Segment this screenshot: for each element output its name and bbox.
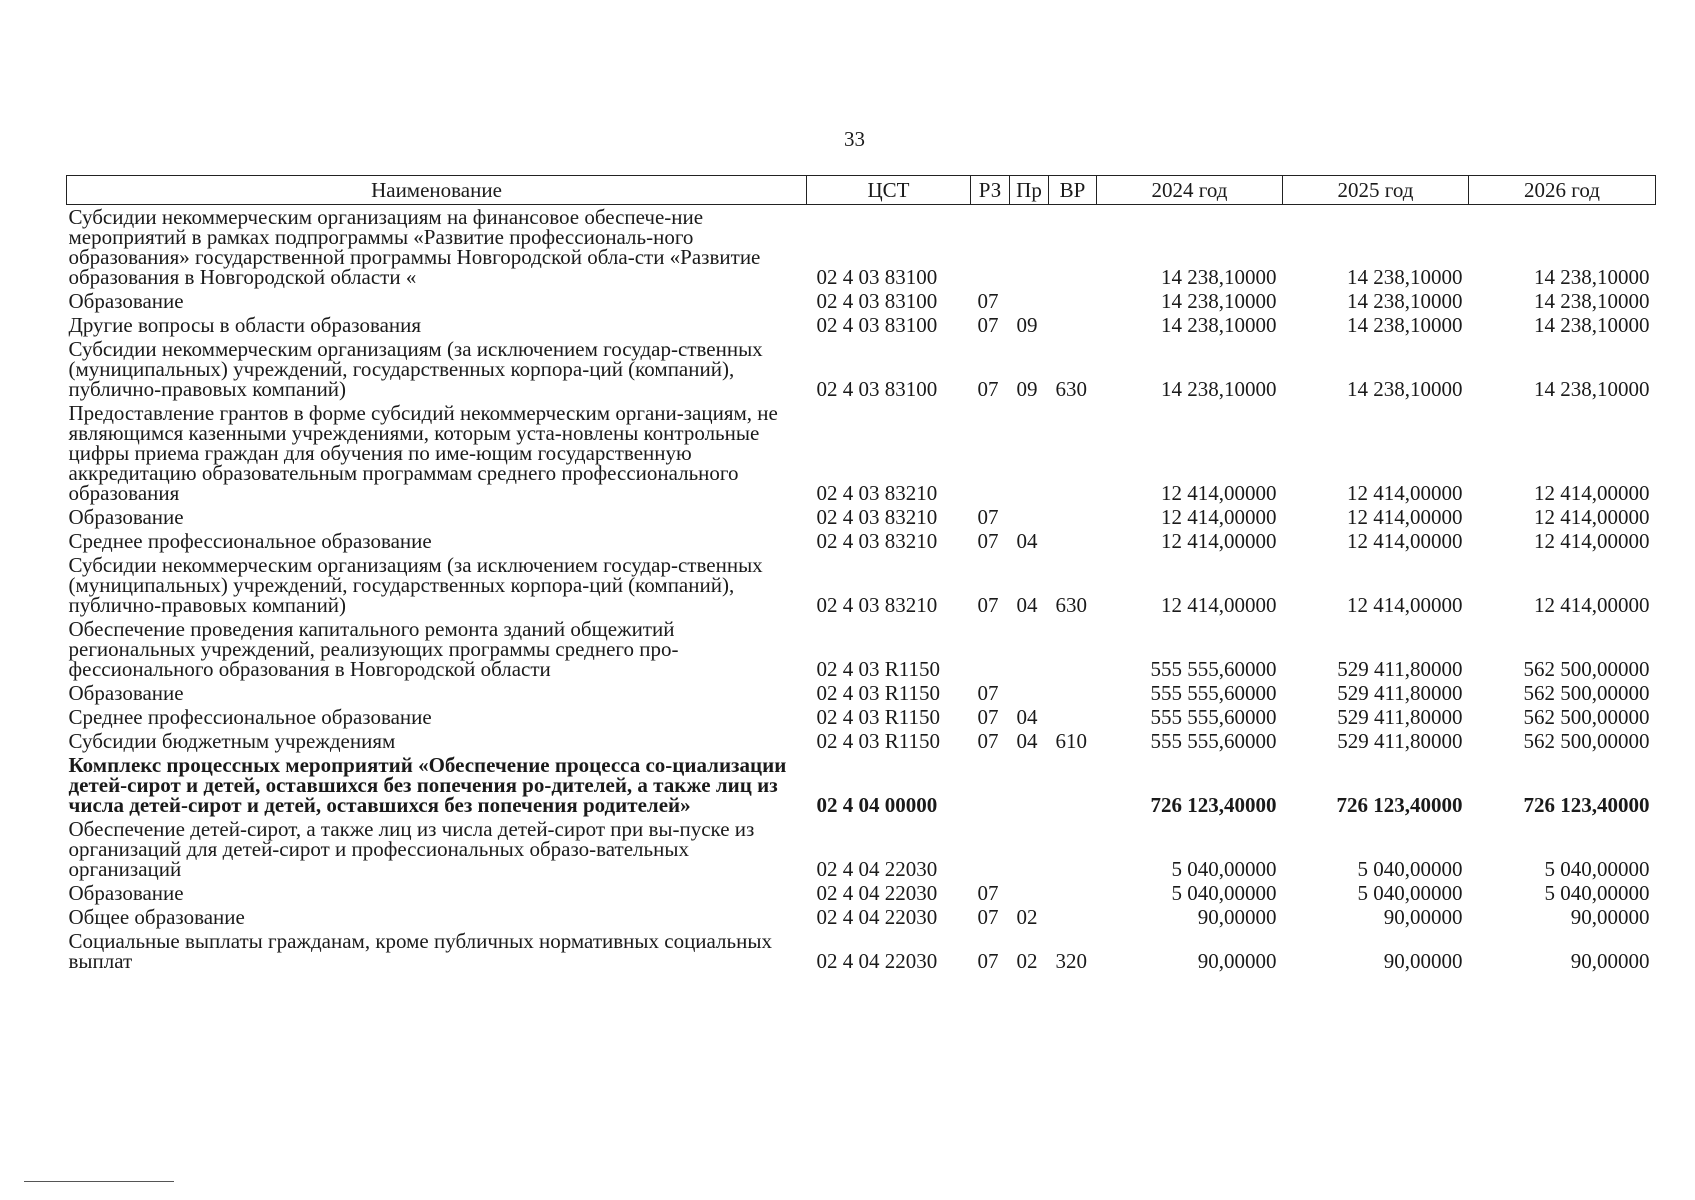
header-2024: 2024 год (1097, 176, 1283, 205)
cell-2026: 562 500,00000 (1523, 705, 1650, 729)
header-vr: ВР (1049, 176, 1097, 205)
cell-pr: 09 (1016, 377, 1038, 401)
cell-rz: 07 (977, 313, 999, 337)
cell-pr (1010, 817, 1049, 881)
cell-vr: 610 (1055, 729, 1087, 753)
cell-2026: 562 500,00000 (1523, 657, 1650, 681)
cell-2026: 12 414,00000 (1534, 505, 1650, 529)
cell-2024: 14 238,10000 (1161, 265, 1277, 289)
table-row (67, 401, 1656, 505)
cell-cst: 02 4 04 22030 (816, 949, 938, 973)
cell-2024: 555 555,60000 (1150, 657, 1277, 681)
cell-2024: 90,00000 (1197, 949, 1277, 973)
table-row (67, 505, 1656, 529)
cell-2026: 5 040,00000 (1544, 857, 1650, 881)
cell-2024: 14 238,10000 (1161, 313, 1277, 337)
cell-pr: 04 (1016, 529, 1038, 553)
cell-2025: 90,00000 (1383, 949, 1463, 973)
cell-2025: 529 411,80000 (1337, 657, 1463, 681)
cell-name: Обеспечение проведения капитального ремонта зданий общежитий региональных учреждений, реализующих программы среднего про-фессионального образования в Новгородской области (68, 617, 679, 681)
cell-vr (1049, 289, 1097, 313)
cell-2026: 562 500,00000 (1523, 681, 1650, 705)
cell-pr (1010, 753, 1049, 817)
cell-vr (1049, 505, 1097, 529)
table-row (67, 705, 1656, 729)
cell-vr (1049, 401, 1097, 505)
cell-2026: 14 238,10000 (1534, 313, 1650, 337)
cell-cst: 02 4 03 R1150 (816, 705, 940, 729)
table-row (67, 337, 1656, 401)
cell-pr (1010, 681, 1049, 705)
cell-cst: 02 4 04 22030 (816, 905, 938, 929)
header-rz: РЗ (971, 176, 1010, 205)
cell-2025: 14 238,10000 (1347, 289, 1463, 313)
cell-2025: 529 411,80000 (1337, 705, 1463, 729)
cell-2026: 14 238,10000 (1534, 289, 1650, 313)
cell-2026: 12 414,00000 (1534, 481, 1650, 505)
table-row (67, 205, 1656, 290)
cell-rz: 07 (977, 505, 999, 529)
footer-rule (24, 1181, 174, 1182)
header-name: Наименование (67, 176, 807, 205)
cell-pr: 02 (1016, 905, 1038, 929)
cell-rz: 07 (977, 289, 999, 313)
cell-cst: 02 4 03 83210 (816, 505, 938, 529)
cell-rz (971, 617, 1010, 681)
cell-rz: 07 (977, 593, 999, 617)
cell-pr: 02 (1016, 949, 1038, 973)
table-header-row (67, 176, 1656, 205)
cell-2026: 726 123,40000 (1523, 793, 1650, 817)
cell-rz (971, 205, 1010, 290)
cell-name: Обеспечение детей-сирот, а также лиц из числа детей-сирот при вы-пуске из организаций для детей-сирот и профессиональных образо-вательных организаций (68, 817, 755, 881)
cell-cst: 02 4 04 22030 (816, 857, 938, 881)
cell-name: Среднее профессиональное образование (68, 529, 432, 553)
table-row (67, 929, 1656, 973)
cell-pr (1010, 881, 1049, 905)
cell-pr (1010, 617, 1049, 681)
cell-pr (1010, 289, 1049, 313)
cell-2026: 90,00000 (1570, 905, 1650, 929)
cell-2025: 5 040,00000 (1357, 881, 1463, 905)
cell-2024: 555 555,60000 (1150, 681, 1277, 705)
cell-rz: 07 (977, 949, 999, 973)
table-row (67, 529, 1656, 553)
cell-2026: 562 500,00000 (1523, 729, 1650, 753)
cell-pr: 09 (1016, 313, 1038, 337)
cell-2026: 5 040,00000 (1544, 881, 1650, 905)
cell-pr: 04 (1016, 593, 1038, 617)
cell-2024: 555 555,60000 (1150, 705, 1277, 729)
table-row (67, 729, 1656, 753)
cell-vr (1049, 529, 1097, 553)
cell-2026: 12 414,00000 (1534, 529, 1650, 553)
cell-2025: 12 414,00000 (1347, 593, 1463, 617)
cell-cst: 02 4 03 83100 (816, 289, 938, 313)
cell-2025: 529 411,80000 (1337, 681, 1463, 705)
table-row (67, 753, 1656, 817)
cell-cst: 02 4 03 83210 (816, 529, 938, 553)
cell-2025: 12 414,00000 (1347, 505, 1463, 529)
cell-name: Субсидии некоммерческим организациям (за исключением государ-ственных (муниципальных) учреждений, государственных корпора-ций (компаний), публично-правовых компаний) (68, 553, 763, 617)
cell-2026: 12 414,00000 (1534, 593, 1650, 617)
cell-name: Образование (68, 289, 184, 313)
cell-2026: 14 238,10000 (1534, 377, 1650, 401)
cell-2024: 12 414,00000 (1161, 505, 1277, 529)
table-row (67, 617, 1656, 681)
cell-vr (1049, 905, 1097, 929)
cell-2026: 14 238,10000 (1534, 265, 1650, 289)
cell-2024: 90,00000 (1197, 905, 1277, 929)
cell-cst: 02 4 04 22030 (816, 881, 938, 905)
cell-2024: 12 414,00000 (1161, 593, 1277, 617)
cell-name: Субсидии бюджетным учреждениям (68, 729, 396, 753)
cell-vr (1049, 753, 1097, 817)
cell-name: Социальные выплаты гражданам, кроме публичных нормативных социальных выплат (68, 929, 772, 973)
cell-rz: 07 (977, 905, 999, 929)
cell-2024: 14 238,10000 (1161, 289, 1277, 313)
cell-name: Образование (68, 505, 184, 529)
cell-2024: 14 238,10000 (1161, 377, 1277, 401)
table-row (67, 905, 1656, 929)
cell-2025: 14 238,10000 (1347, 377, 1463, 401)
table-row (67, 313, 1656, 337)
cell-cst: 02 4 03 83210 (816, 593, 938, 617)
cell-2025: 726 123,40000 (1336, 793, 1463, 817)
cell-2025: 90,00000 (1383, 905, 1463, 929)
cell-vr (1049, 681, 1097, 705)
table-body (67, 205, 1656, 974)
cell-vr: 320 (1055, 949, 1087, 973)
cell-rz: 07 (977, 377, 999, 401)
header-pr: Пр (1010, 176, 1049, 205)
cell-2024: 726 123,40000 (1150, 793, 1277, 817)
cell-cst: 02 4 03 R1150 (816, 681, 940, 705)
table-row (67, 681, 1656, 705)
cell-rz: 07 (977, 529, 999, 553)
cell-rz: 07 (977, 681, 999, 705)
cell-vr (1049, 313, 1097, 337)
cell-pr (1010, 205, 1049, 290)
cell-name: Субсидии некоммерческим организациям на финансовое обеспече-ние мероприятий в рамках подпрограммы «Развитие профессиональ-ного образования» государственной программы Новгородской обла-сти «Развитие образования в Новгородской области « (68, 205, 761, 289)
cell-cst: 02 4 03 83100 (816, 313, 938, 337)
cell-2024: 5 040,00000 (1171, 857, 1277, 881)
cell-2025: 14 238,10000 (1347, 313, 1463, 337)
cell-cst: 02 4 03 R1150 (816, 657, 940, 681)
cell-pr (1010, 505, 1049, 529)
cell-vr (1049, 705, 1097, 729)
table-row (67, 881, 1656, 905)
cell-vr: 630 (1055, 377, 1087, 401)
cell-2025: 12 414,00000 (1347, 529, 1463, 553)
cell-2026: 90,00000 (1570, 949, 1650, 973)
cell-name: Предоставление грантов в форме субсидий некоммерческим органи-зациям, не являющимся казенными учреждениями, которым уста-новлены контрольные цифры приема граждан для обучения по име-ющим государственную аккредитацию образовательным программам среднего профессионального образования (68, 401, 778, 505)
cell-rz (971, 817, 1010, 881)
cell-pr: 04 (1016, 729, 1038, 753)
cell-name: Образование (68, 681, 184, 705)
cell-cst: 02 4 03 83100 (816, 377, 938, 401)
cell-2025: 5 040,00000 (1357, 857, 1463, 881)
cell-cst: 02 4 03 83210 (816, 481, 938, 505)
cell-2024: 12 414,00000 (1161, 481, 1277, 505)
cell-name: Общее образование (68, 905, 245, 929)
cell-vr (1049, 817, 1097, 881)
budget-table (66, 175, 1656, 973)
cell-vr (1049, 881, 1097, 905)
cell-rz (971, 753, 1010, 817)
cell-name: Другие вопросы в области образования (68, 313, 422, 337)
cell-vr (1049, 205, 1097, 290)
cell-2025: 12 414,00000 (1347, 481, 1463, 505)
cell-2024: 555 555,60000 (1150, 729, 1277, 753)
cell-2024: 12 414,00000 (1161, 529, 1277, 553)
cell-vr (1049, 617, 1097, 681)
cell-pr (1010, 401, 1049, 505)
cell-cst: 02 4 04 00000 (816, 793, 938, 817)
header-2025: 2025 год (1283, 176, 1469, 205)
cell-pr: 04 (1016, 705, 1038, 729)
cell-2024: 5 040,00000 (1171, 881, 1277, 905)
cell-cst: 02 4 03 83100 (816, 265, 938, 289)
table-row (67, 289, 1656, 313)
table-row (67, 817, 1656, 881)
header-2026: 2026 год (1469, 176, 1656, 205)
page-number: 33 (844, 127, 865, 151)
cell-name: Образование (68, 881, 184, 905)
cell-rz: 07 (977, 705, 999, 729)
table-row (67, 553, 1656, 617)
cell-rz (971, 401, 1010, 505)
cell-name: Среднее профессиональное образование (68, 705, 432, 729)
cell-2025: 14 238,10000 (1347, 265, 1463, 289)
cell-rz: 07 (977, 729, 999, 753)
cell-2025: 529 411,80000 (1337, 729, 1463, 753)
cell-cst: 02 4 03 R1150 (816, 729, 940, 753)
header-cst: ЦСТ (807, 176, 971, 205)
cell-name: Комплекс процессных мероприятий «Обеспечение процесса со-циализации детей-сирот и детей, оставшихся без попечения ро-дителей, а также лиц из числа детей-сирот и детей, оставшихся без попечения родителей» (68, 753, 787, 817)
cell-rz: 07 (977, 881, 999, 905)
cell-name: Субсидии некоммерческим организациям (за исключением государ-ственных (муниципальных) учреждений, государственных корпора-ций (компаний), публично-правовых компаний) (68, 337, 763, 401)
cell-vr: 630 (1055, 593, 1087, 617)
